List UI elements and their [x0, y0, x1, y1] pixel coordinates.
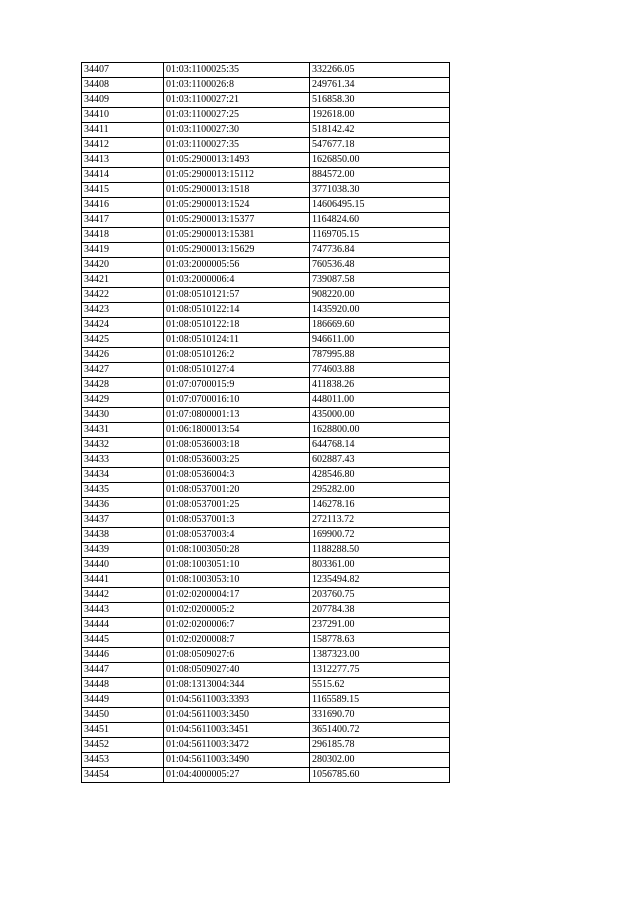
table-row [82, 528, 450, 543]
value-cell: 1165589.15 [310, 693, 450, 708]
row-number-cell: 34413 [82, 153, 164, 168]
row-number-cell: 34412 [82, 138, 164, 153]
row-number-cell: 34430 [82, 408, 164, 423]
row-number-cell: 34410 [82, 108, 164, 123]
row-number-cell: 34452 [82, 738, 164, 753]
table-row [82, 378, 450, 393]
row-number-cell: 34415 [82, 183, 164, 198]
value-cell: 739087.58 [310, 273, 450, 288]
cadastral-number-cell: 01:08:0537001:3 [164, 513, 310, 528]
row-number-cell: 34441 [82, 573, 164, 588]
row-number-cell: 34420 [82, 258, 164, 273]
cadastral-number-cell: 01:05:2900013:1493 [164, 153, 310, 168]
row-number-cell: 34443 [82, 603, 164, 618]
value-cell: 203760.75 [310, 588, 450, 603]
row-number-cell: 34440 [82, 558, 164, 573]
cadastral-number-cell: 01:03:1100026:8 [164, 78, 310, 93]
value-cell: 1169705.15 [310, 228, 450, 243]
value-cell: 14606495.15 [310, 198, 450, 213]
row-number-cell: 34437 [82, 513, 164, 528]
value-cell: 602887.43 [310, 453, 450, 468]
table-row [82, 243, 450, 258]
cadastral-number-cell: 01:03:1100025:35 [164, 63, 310, 78]
cadastral-number-cell: 01:03:2000005:56 [164, 258, 310, 273]
table-row [82, 573, 450, 588]
row-number-cell: 34408 [82, 78, 164, 93]
cadastral-number-cell: 01:02:0200006:7 [164, 618, 310, 633]
table-row [82, 558, 450, 573]
value-cell: 547677.18 [310, 138, 450, 153]
cadastral-number-cell: 01:08:0509027:40 [164, 663, 310, 678]
cadastral-number-cell: 01:08:1003051:10 [164, 558, 310, 573]
cadastral-number-cell: 01:02:0200004:17 [164, 588, 310, 603]
cadastral-number-cell: 01:08:0537001:25 [164, 498, 310, 513]
table-row [82, 78, 450, 93]
table-row [82, 183, 450, 198]
row-number-cell: 34436 [82, 498, 164, 513]
table-row [82, 423, 450, 438]
value-cell: 774603.88 [310, 363, 450, 378]
row-number-cell: 34418 [82, 228, 164, 243]
value-cell: 249761.34 [310, 78, 450, 93]
cadastral-number-cell: 01:08:0510121:57 [164, 288, 310, 303]
table-row [82, 138, 450, 153]
value-cell: 169900.72 [310, 528, 450, 543]
row-number-cell: 34444 [82, 618, 164, 633]
cadastral-number-cell: 01:08:0510126:2 [164, 348, 310, 363]
data-table [81, 62, 450, 783]
cadastral-number-cell: 01:03:1100027:21 [164, 93, 310, 108]
value-cell: 192618.00 [310, 108, 450, 123]
cadastral-number-cell: 01:06:1800013:54 [164, 423, 310, 438]
cadastral-number-cell: 01:02:0200005:2 [164, 603, 310, 618]
value-cell: 760536.48 [310, 258, 450, 273]
row-number-cell: 34453 [82, 753, 164, 768]
value-cell: 280302.00 [310, 753, 450, 768]
cadastral-number-cell: 01:03:1100027:25 [164, 108, 310, 123]
row-number-cell: 34447 [82, 663, 164, 678]
row-number-cell: 34407 [82, 63, 164, 78]
table-row [82, 213, 450, 228]
table-row [82, 408, 450, 423]
table-row [82, 633, 450, 648]
table-row [82, 288, 450, 303]
value-cell: 428546.80 [310, 468, 450, 483]
cadastral-number-cell: 01:08:0536003:18 [164, 438, 310, 453]
value-cell: 1235494.82 [310, 573, 450, 588]
row-number-cell: 34451 [82, 723, 164, 738]
table-row [82, 678, 450, 693]
table-row [82, 318, 450, 333]
row-number-cell: 34417 [82, 213, 164, 228]
row-number-cell: 34433 [82, 453, 164, 468]
cadastral-number-cell: 01:08:0510127:4 [164, 363, 310, 378]
row-number-cell: 34424 [82, 318, 164, 333]
value-cell: 237291.00 [310, 618, 450, 633]
row-number-cell: 34449 [82, 693, 164, 708]
cadastral-number-cell: 01:03:1100027:30 [164, 123, 310, 138]
row-number-cell: 34438 [82, 528, 164, 543]
row-number-cell: 34421 [82, 273, 164, 288]
table-row [82, 123, 450, 138]
table-row [82, 708, 450, 723]
value-cell: 411838.26 [310, 378, 450, 393]
cadastral-number-cell: 01:08:0536003:25 [164, 453, 310, 468]
value-cell: 1435920.00 [310, 303, 450, 318]
table-row [82, 603, 450, 618]
table-body [82, 63, 450, 783]
cadastral-number-cell: 01:04:5611003:3490 [164, 753, 310, 768]
row-number-cell: 34434 [82, 468, 164, 483]
table-row [82, 618, 450, 633]
cadastral-number-cell: 01:05:2900013:15377 [164, 213, 310, 228]
cadastral-number-cell: 01:08:1003053:10 [164, 573, 310, 588]
row-number-cell: 34429 [82, 393, 164, 408]
value-cell: 1628800.00 [310, 423, 450, 438]
cadastral-number-cell: 01:08:1003050:28 [164, 543, 310, 558]
row-number-cell: 34450 [82, 708, 164, 723]
cadastral-number-cell: 01:08:0537001:20 [164, 483, 310, 498]
value-cell: 448011.00 [310, 393, 450, 408]
cadastral-number-cell: 01:08:1313004:344 [164, 678, 310, 693]
cadastral-number-cell: 01:08:0536004:3 [164, 468, 310, 483]
row-number-cell: 34422 [82, 288, 164, 303]
table-row [82, 498, 450, 513]
table-row [82, 648, 450, 663]
table-row [82, 273, 450, 288]
row-number-cell: 34435 [82, 483, 164, 498]
table-row [82, 693, 450, 708]
row-number-cell: 34454 [82, 768, 164, 783]
cadastral-number-cell: 01:05:2900013:1524 [164, 198, 310, 213]
cadastral-number-cell: 01:04:5611003:3472 [164, 738, 310, 753]
value-cell: 518142.42 [310, 123, 450, 138]
value-cell: 747736.84 [310, 243, 450, 258]
table-row [82, 303, 450, 318]
value-cell: 787995.88 [310, 348, 450, 363]
table-row [82, 738, 450, 753]
table-row [82, 588, 450, 603]
table-row [82, 768, 450, 783]
cadastral-number-cell: 01:04:5611003:3450 [164, 708, 310, 723]
row-number-cell: 34414 [82, 168, 164, 183]
row-number-cell: 34423 [82, 303, 164, 318]
value-cell: 146278.16 [310, 498, 450, 513]
value-cell: 1188288.50 [310, 543, 450, 558]
cadastral-number-cell: 01:07:0800001:13 [164, 408, 310, 423]
table-row [82, 153, 450, 168]
table-row [82, 723, 450, 738]
value-cell: 1387323.00 [310, 648, 450, 663]
value-cell: 186669.60 [310, 318, 450, 333]
cadastral-number-cell: 01:05:2900013:15381 [164, 228, 310, 243]
value-cell: 158778.63 [310, 633, 450, 648]
cadastral-number-cell: 01:08:0510124:11 [164, 333, 310, 348]
cadastral-number-cell: 01:03:2000006:4 [164, 273, 310, 288]
row-number-cell: 34426 [82, 348, 164, 363]
row-number-cell: 34411 [82, 123, 164, 138]
cadastral-number-cell: 01:05:2900013:1518 [164, 183, 310, 198]
row-number-cell: 34446 [82, 648, 164, 663]
value-cell: 435000.00 [310, 408, 450, 423]
row-number-cell: 34445 [82, 633, 164, 648]
table-row [82, 543, 450, 558]
value-cell: 295282.00 [310, 483, 450, 498]
value-cell: 331690.70 [310, 708, 450, 723]
value-cell: 884572.00 [310, 168, 450, 183]
cadastral-number-cell: 01:08:0509027:6 [164, 648, 310, 663]
table-row [82, 663, 450, 678]
value-cell: 1626850.00 [310, 153, 450, 168]
value-cell: 207784.38 [310, 603, 450, 618]
value-cell: 332266.05 [310, 63, 450, 78]
row-number-cell: 34425 [82, 333, 164, 348]
value-cell: 1056785.60 [310, 768, 450, 783]
row-number-cell: 34442 [82, 588, 164, 603]
table-row [82, 513, 450, 528]
row-number-cell: 34416 [82, 198, 164, 213]
row-number-cell: 34409 [82, 93, 164, 108]
row-number-cell: 34428 [82, 378, 164, 393]
row-number-cell: 34427 [82, 363, 164, 378]
table-row [82, 393, 450, 408]
cadastral-number-cell: 01:03:1100027:35 [164, 138, 310, 153]
cadastral-number-cell: 01:08:0537003:4 [164, 528, 310, 543]
cadastral-number-cell: 01:05:2900013:15112 [164, 168, 310, 183]
value-cell: 908220.00 [310, 288, 450, 303]
value-cell: 1164824.60 [310, 213, 450, 228]
cadastral-number-cell: 01:08:0510122:14 [164, 303, 310, 318]
value-cell: 803361.00 [310, 558, 450, 573]
table-row [82, 228, 450, 243]
table-row [82, 363, 450, 378]
cadastral-number-cell: 01:07:0700016:10 [164, 393, 310, 408]
value-cell: 644768.14 [310, 438, 450, 453]
cadastral-number-cell: 01:05:2900013:15629 [164, 243, 310, 258]
row-number-cell: 34439 [82, 543, 164, 558]
value-cell: 296185.78 [310, 738, 450, 753]
row-number-cell: 34431 [82, 423, 164, 438]
table-row [82, 333, 450, 348]
row-number-cell: 34419 [82, 243, 164, 258]
cadastral-number-cell: 01:07:0700015:9 [164, 378, 310, 393]
value-cell: 3651400.72 [310, 723, 450, 738]
row-number-cell: 34432 [82, 438, 164, 453]
cadastral-number-cell: 01:04:5611003:3451 [164, 723, 310, 738]
cadastral-number-cell: 01:08:0510122:18 [164, 318, 310, 333]
row-number-cell: 34448 [82, 678, 164, 693]
table-row [82, 93, 450, 108]
table-row [82, 483, 450, 498]
cadastral-number-cell: 01:04:5611003:3393 [164, 693, 310, 708]
value-cell: 516858.30 [310, 93, 450, 108]
table-row [82, 198, 450, 213]
value-cell: 272113.72 [310, 513, 450, 528]
value-cell: 946611.00 [310, 333, 450, 348]
cadastral-number-cell: 01:02:0200008:7 [164, 633, 310, 648]
table-row [82, 438, 450, 453]
table-row [82, 753, 450, 768]
cadastral-number-cell: 01:04:4000005:27 [164, 768, 310, 783]
table-row [82, 258, 450, 273]
value-cell: 5515.62 [310, 678, 450, 693]
table-row [82, 453, 450, 468]
table-row [82, 168, 450, 183]
table-row [82, 108, 450, 123]
table-row [82, 348, 450, 363]
value-cell: 1312277.75 [310, 663, 450, 678]
value-cell: 3771038.30 [310, 183, 450, 198]
table-row [82, 468, 450, 483]
table-row [82, 63, 450, 78]
